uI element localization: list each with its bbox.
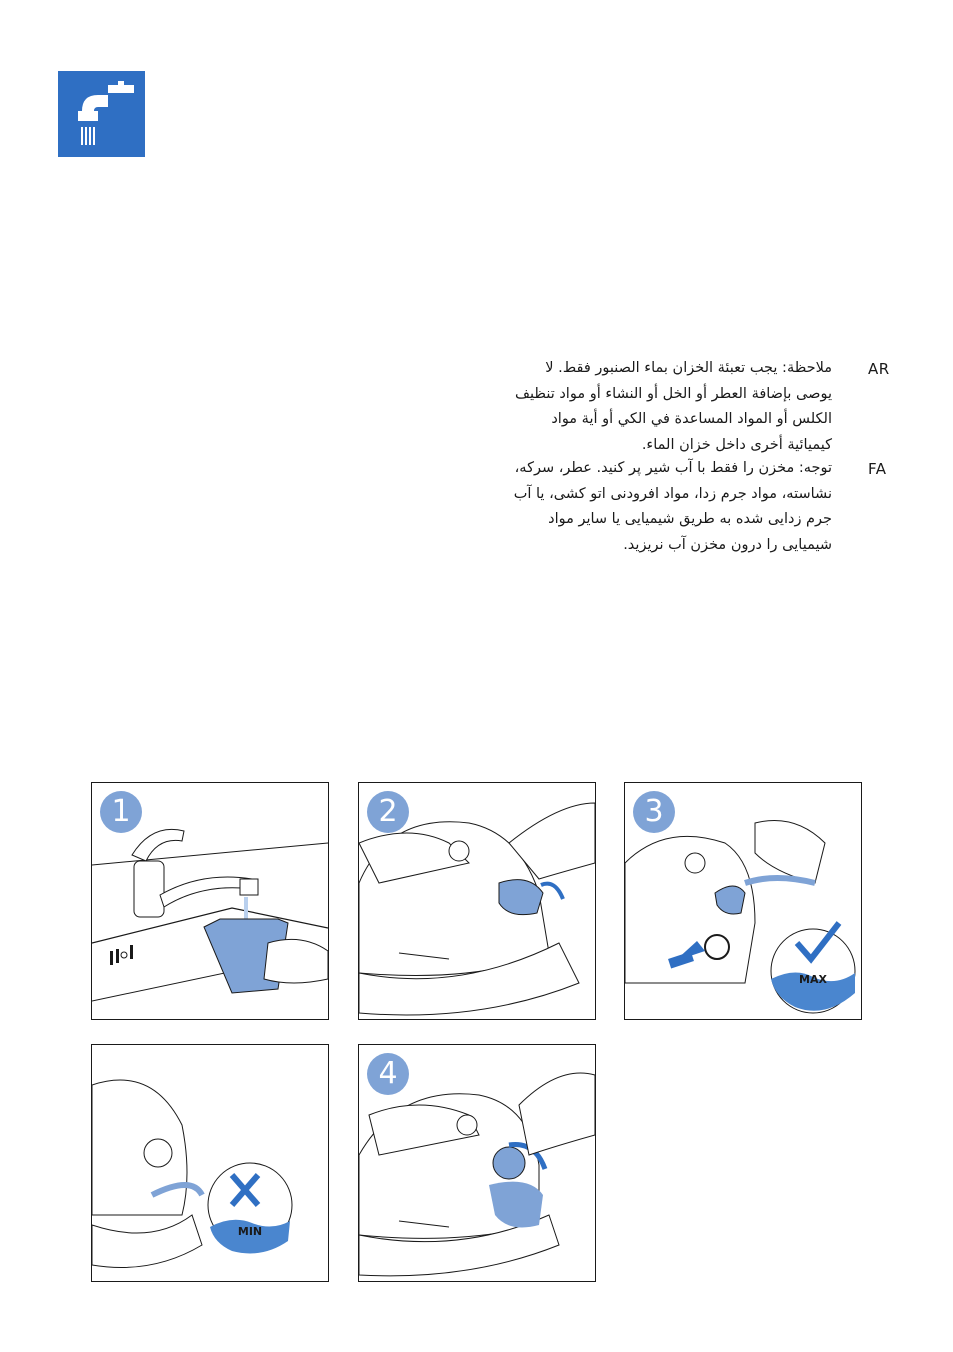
- step-3-illustration: [624, 782, 862, 1020]
- step-number-badge: 2: [367, 791, 409, 833]
- note-line: كيميائية أخرى داخل خزان الماء.: [641, 436, 832, 453]
- note-line: جرم زدایی شده به طریق شیمیایی یا سایر مواد: [548, 511, 832, 527]
- step-4-illustration: [358, 1044, 596, 1282]
- step-number-badge: 3: [633, 791, 675, 833]
- lang-code-ar: AR: [868, 360, 890, 378]
- min-warning-illustration: [91, 1044, 329, 1282]
- note-line: نشاسته، مواد جرم زدا، مواد افرودنی اتو کشی، یا آب: [513, 485, 832, 502]
- note-line: توجه: مخزن را فقط با آب شیر پر کنید. عطر، سرکه،: [514, 460, 832, 476]
- note-fa: [450, 456, 832, 558]
- max-label: MAX: [799, 973, 827, 986]
- note-line: الكلس أو المواد المساعدة في الكي أو أية مواد: [551, 411, 832, 427]
- note-line: شیمیایی را درون مخزن آب نریزید.: [623, 536, 832, 553]
- step-1-illustration: [91, 782, 329, 1020]
- step-number-badge: 1: [100, 791, 142, 833]
- water-tap-icon: [58, 71, 145, 157]
- min-label: MIN: [237, 1225, 263, 1238]
- note-ar: [450, 356, 832, 458]
- note-line: ملاحظة: يجب تعبئة الخزان بماء الصنبور فقط. لا: [545, 360, 832, 376]
- lang-code-fa: FA: [868, 460, 887, 478]
- step-2-illustration: [358, 782, 596, 1020]
- note-line: يوصى بإضافة العطر أو الخل أو النشاء أو مواد تنظيف: [515, 385, 832, 402]
- step-number-badge: 4: [367, 1053, 409, 1095]
